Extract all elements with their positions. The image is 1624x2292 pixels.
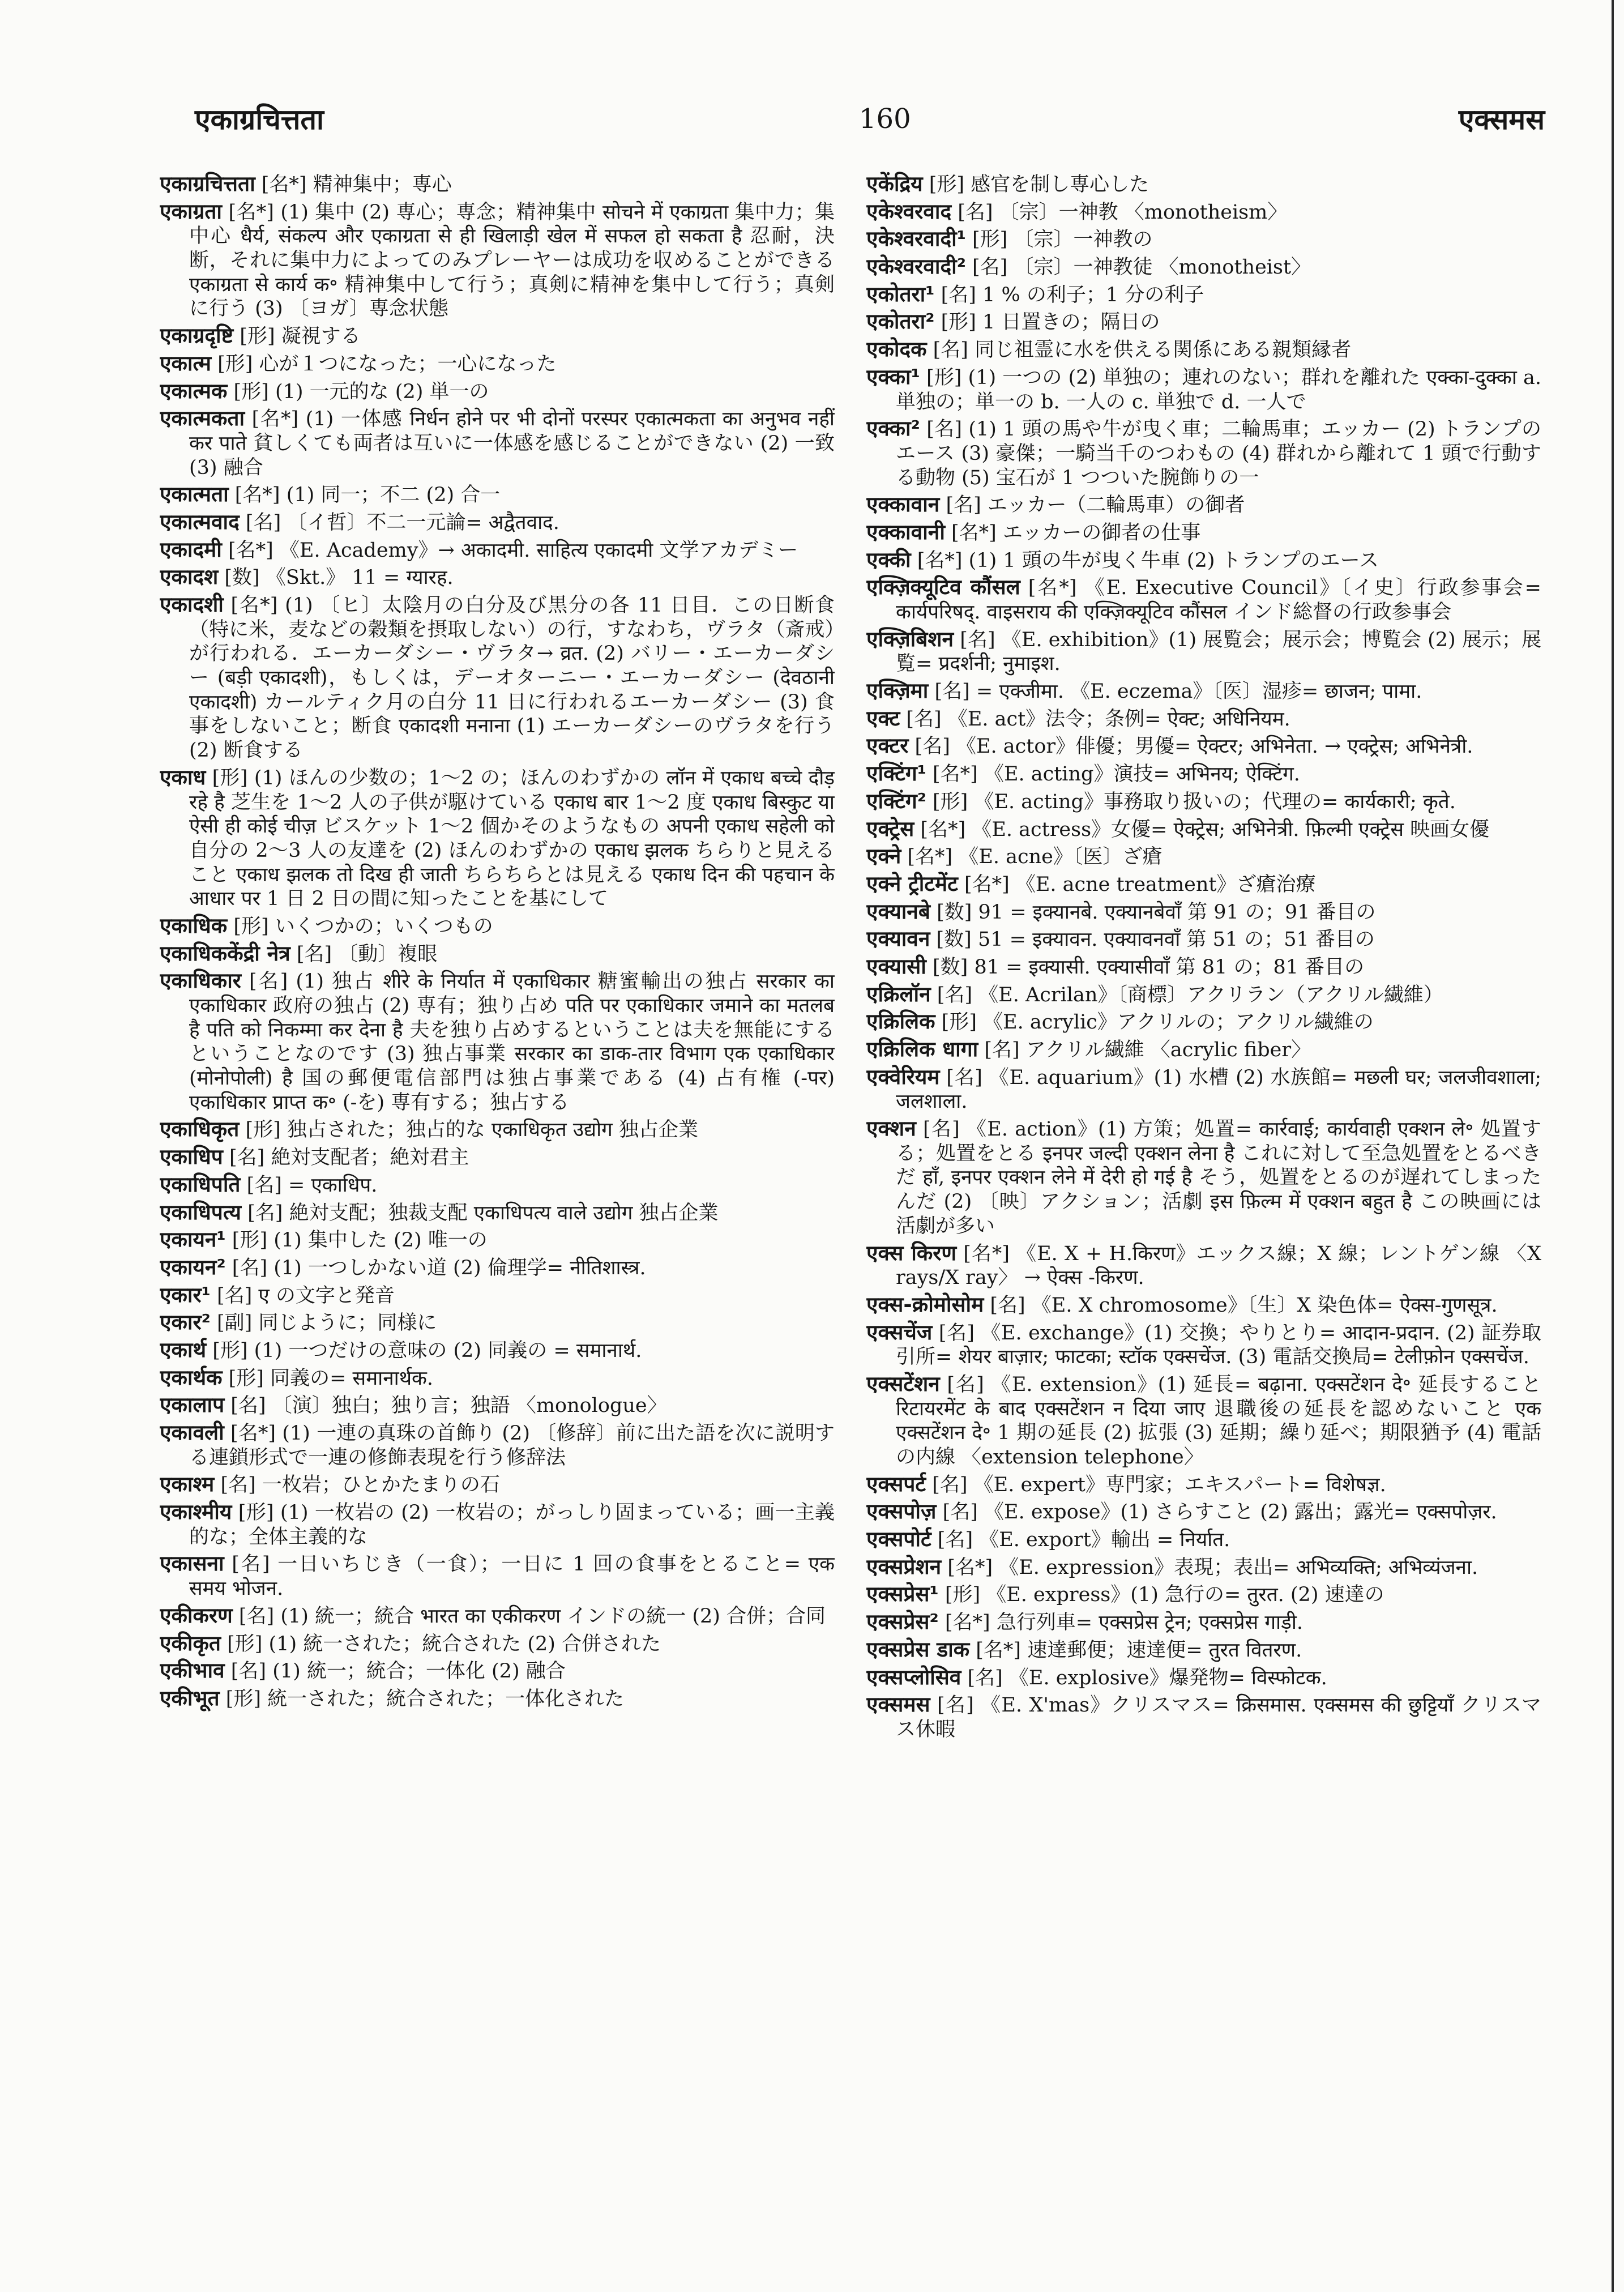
entry-definition: [形] 感官を制し専心した [922, 173, 1149, 196]
entry-headword: एक्सटेंशन [866, 1371, 940, 1396]
entry-definition: [名] 《E. X'mas》クリスマス= क्रिसमास. एक्समस की छुट्टियाँ クリスマス休暇 [896, 1694, 1541, 1741]
entry-definition: [副] 同じように；同様に [210, 1312, 437, 1335]
dictionary-entry [160, 199, 835, 321]
entry-headword: एकाग्रचित्तता [160, 172, 255, 196]
entry-headword: एकाधिपति [160, 1172, 241, 1197]
entry-definition: [名*] 《E. acting》演技= अभिनय; ऐक्टिंग. [926, 763, 1300, 786]
entry-headword: एक्रिलिक धागा [866, 1037, 978, 1061]
dictionary-entry [866, 1116, 1541, 1238]
entry-definition: [名] (1) 統一；統合；一体化 (2) 融合 [224, 1660, 566, 1683]
entry-definition: [名] 同じ祖霊に水を供える関係にある親類縁者 [926, 339, 1352, 362]
entry-headword: एक्यावन [866, 927, 930, 951]
dictionary-entry [866, 254, 1541, 280]
entry-headword: एकात्मता [160, 482, 229, 507]
entry-headword: एक्ट्रेस [866, 816, 914, 841]
entry-definition: [名*] 《E. acne treatment》ざ瘡治療 [958, 873, 1316, 896]
entry-definition: [名*] (1) 集中 (2) 専心；専念；精神集中 सोचने में एकाग्रता 集中力；集中心 धैर्य, संकल्प और एकाग्रता से ही खिलाड़ी खेल में सफल हो सकता है 忍耐，決断，それに集中力によってのみプレーヤーは成功を収めることができる एकाग्रता से कार्य क॰ 精神集中して行う；真剣に精神を集中して行う；真剣に行う (3) 〔ヨガ〕専念状態 [189, 200, 835, 321]
dictionary-entry [160, 1471, 835, 1497]
entry-definition: [名*] 《E. acne》〔医〕ざ瘡 [901, 846, 1163, 869]
dictionary-entry [866, 981, 1541, 1008]
entry-definition: [名*] (1) 同一；不二 (2) 合一 [228, 484, 501, 507]
entry-headword: एक्रिलॉन [866, 981, 931, 1006]
dictionary-entry [160, 351, 835, 377]
entry-headword: एकादश [160, 565, 219, 590]
entry-headword: एकाधिपत्य [160, 1200, 242, 1224]
entry-headword: एकावली [160, 1420, 224, 1445]
entry-definition: [名] 《E. expert》専門家；エキスパート= विशेषज्ञ. [926, 1473, 1386, 1496]
entry-definition: [名] = एकाधिप. [240, 1173, 378, 1197]
entry-definition: [形] 〔宗〕一神教の [965, 228, 1153, 251]
dictionary-entry [866, 574, 1541, 624]
entry-definition: [形] 凝視する [233, 325, 361, 348]
dictionary-entry [160, 171, 835, 197]
dictionary-entry [866, 761, 1541, 787]
dictionary-entry [866, 1499, 1541, 1525]
dictionary-entry [866, 1637, 1541, 1663]
entry-definition: [形] 《E. acting》事務取り扱いの；代理の= कार्यकारी; कृते. [926, 790, 1456, 813]
dictionary-entry [160, 1551, 835, 1600]
dictionary-entry [160, 1337, 835, 1363]
entry-headword: एक्टिंग² [866, 788, 926, 813]
entry-definition: [名] 〔イ哲〕不二一元論= अद्वैतवाद. [239, 511, 559, 534]
dictionary-entry [866, 1371, 1541, 1470]
dictionary-entry [866, 816, 1541, 842]
entry-definition: [名] (1) 独占 शीरे के निर्यात में एकाधिकार 糖蜜輸出の独占 सरकार का एकाधिकार 政府の独占 (2) 専有；独り占め पति पर एकाधिकार जमाने का मतलब है पति को निकम्मा कर देना है 夫を独り占めするということは夫を無能にするということなのです (3) 独占事業 सरकार का डाक-तार विभाग एक एकाधिकार (मोनोपोली) है 国の郵便電信部門は独占事業である (4) 占有権 (-पर) एकाधिकार प्राप्त क॰ (-を) 専有する；独占する [189, 970, 835, 1114]
entry-headword: एकादमी [160, 537, 222, 562]
dictionary-entry [160, 1172, 835, 1198]
entry-definition: [名] 〔宗〕一神教 〈monotheism〉 [951, 200, 1288, 224]
entry-headword: एकाधिक [160, 913, 228, 938]
entry-definition: [名] 絶対支配；独裁支配 एकाधिपत्य वाले उद्योग 独占企業 [241, 1201, 719, 1224]
left-column [160, 171, 835, 2131]
entry-definition: [形] 《E. acrylic》アクリルの；アクリル繊維の [935, 1011, 1374, 1034]
dictionary-entry [866, 871, 1541, 897]
dictionary-entry [160, 509, 835, 535]
entry-definition: [名] 《E. exhibition》(1) 展覧会；展示会；博覧会 (2) 展示；展覧= प्रदर्शनी; नुमाइश. [896, 628, 1541, 676]
entry-headword: एक्सप्रेस² [866, 1610, 939, 1634]
entry-definition: [形] (1) ほんの少数の；1〜2 の；ほんのわずかの लॉन में एकाध बच्चे दौड़ रहे है 芝生を 1〜2 人の子供が駆けている एकाध बार 1〜2 度 एकाध बिस्कुट या ऐसी ही कोई चीज़ ビスケット 1〜2 個かそのようなもの अपनी एकाध सहेली को 自分の 2〜3 人の友達を (2) ほんのわずかの एकाध झलक ちらりと見えること एकाध झलक तो दिख ही जाती ちらちらとは見える एकाध दिन की पहचान के आधार पर 1 日 2 日の間に知ったことを基にして [189, 766, 835, 911]
dictionary-entry [866, 281, 1541, 308]
dictionary-entry [866, 899, 1541, 925]
entry-definition: [数] 91 = इक्यानबे. एक्यानबेवाँ 第 91 の；91 番目の [930, 900, 1376, 924]
entry-definition: [形] (1) 一元的な (2) 単一の [227, 380, 489, 403]
dictionary-entry [866, 1526, 1541, 1552]
entry-headword: एकेंद्रिय [866, 172, 923, 196]
dictionary-entry [160, 1116, 835, 1142]
dictionary-entry [866, 1554, 1541, 1580]
entry-headword: एक्सप्लोसिव [866, 1664, 961, 1689]
entry-headword: एकाधिकार [160, 968, 241, 993]
entry-definition: [名] = एक्जीमा. 《E. eczema》〔医〕湿疹= छाजन; पामा. [928, 680, 1422, 703]
entry-definition: [名*] 《E. expression》表現；表出= अभिव्यक्ति; अभिव्यंजना. [941, 1556, 1478, 1579]
dictionary-entry [160, 592, 835, 763]
dictionary-entry [160, 1227, 835, 1253]
entry-headword: एक्ज़िमा [866, 678, 929, 703]
entry-definition: [名] (1) 1 頭の馬や牛が曳く車；二輪馬車；エッカー (2) トランプのエース (3) 豪傑；一騎当千のつわもの (4) 群れから離れて 1 頭で行動する動物 (5) 宝石が 1 つついた腕飾りの一 [896, 418, 1541, 489]
entry-definition: [名*] (1) 一体感 निर्धन होने पर भी दोनों परस्पर एकात्मकता का अनुभव नहीं कर पाते 貧しくても両者は互いに一体感を感じることができない (2) 一致 (3) 融合 [189, 408, 835, 479]
entry-headword: एक्कावान [866, 492, 940, 517]
entry-headword: एक्का² [866, 416, 920, 441]
entry-headword: एक्वेरियम [866, 1064, 940, 1089]
entry-headword: एकात्मक [160, 378, 228, 403]
dictionary-entry [866, 309, 1541, 335]
dictionary-entry [160, 1200, 835, 1226]
entry-headword: एकात्म [160, 351, 211, 375]
entry-headword: एक्ज़िक्यूटिव कौंसल [866, 575, 1020, 600]
entry-headword: एक्समस [866, 1692, 930, 1717]
entry-definition: [名] 《E. export》輸出 = निर्यात. [931, 1529, 1230, 1552]
entry-headword: एकार² [160, 1310, 211, 1335]
running-head-right: एक्समस [1458, 103, 1545, 136]
entry-headword: एकात्मकता [160, 406, 245, 431]
entry-headword: एक्सपर्ट [866, 1471, 926, 1496]
entry-headword: एक्सचेंज [866, 1320, 933, 1345]
dictionary-entry [160, 1603, 835, 1629]
entry-definition: [名*] エッカーの御者の仕事 [945, 521, 1201, 544]
entry-definition: [名] ए の文字と発音 [210, 1284, 395, 1307]
entry-headword: एक्यासी [866, 954, 926, 979]
dictionary-entry [866, 416, 1541, 490]
dictionary-entry [866, 171, 1541, 197]
entry-definition: [名] 《E. explosive》爆発物= विस्फोटक. [961, 1666, 1327, 1689]
dictionary-entry [160, 481, 835, 507]
entry-headword: एक्यानबे [866, 899, 930, 924]
entry-headword: एकेश्वरवाद [866, 199, 952, 224]
entry-headword: एक्ने [866, 844, 901, 869]
entry-headword: एक्सपोज़ [866, 1499, 937, 1524]
entry-headword: एक्शन [866, 1116, 916, 1141]
entry-headword: एकार्थ [160, 1337, 207, 1362]
entry-definition: [形] (1) 一つの (2) 単独の；連れのない；群れを離れた एक्का-दुक्का a. 単独の；単一の b. 一人の c. 単独で d. 一人で [896, 366, 1541, 413]
entry-headword: एकीकरण [160, 1603, 233, 1628]
dictionary-entry [160, 1144, 835, 1170]
entry-definition: [名] 《E. actor》俳優；男優= ऐक्टर; अभिनेता. → एक्ट्रेस; अभिनेत्री. [908, 735, 1473, 758]
entry-definition: [名*] 急行列車= एक्सप्रेस ट्रेन; एक्सप्रेस गाड़ी. [938, 1611, 1304, 1634]
entry-headword: एक्टर [866, 733, 909, 758]
dictionary-entry [160, 1309, 835, 1335]
dictionary-entry [866, 843, 1541, 869]
entry-headword: एक्रिलिक [866, 1009, 935, 1034]
entry-definition: [形] 統一された；統合された；一体化された [219, 1687, 625, 1710]
entry-definition: [形] 独占された；独占的な एकाधिकृत उद्योग 独占企業 [239, 1119, 698, 1142]
dictionary-entry [866, 788, 1541, 814]
entry-headword: एक्टिंग¹ [866, 761, 926, 786]
entry-headword: एकाग्रता [160, 199, 223, 224]
dictionary-entry [160, 1420, 835, 1470]
entry-headword: एकार¹ [160, 1282, 211, 1307]
entry-definition: [名] 〔動〕複眼 [290, 942, 438, 966]
entry-definition: [名] 《E. action》(1) 方策；処置= कार्रवाई; कार्यवाही एक्शन ले॰ 処置する；処置をとる इनपर जल्दी एक्शन लेना है これに対して至急処置をとるべきだ हाँ, इनपर एक्शन लेने में देरी हो गई है そう，処置をとるのが遅れてしまったんだ (2) 〔映〕アクション；活劇 इस फ़िल्म में एक्शन बहुत है この映画には活劇が多い [896, 1118, 1541, 1237]
dictionary-entry [866, 626, 1541, 676]
entry-definition: [名] 〔宗〕一神教徒 〈monotheist〉 [965, 256, 1311, 279]
dictionary-entry [866, 336, 1541, 362]
entry-definition: [名] (1) 統一；統合 भारत का एकीकरण インドの統一 (2) 合併；合同 [232, 1604, 826, 1628]
dictionary-entry [160, 406, 835, 480]
entry-headword: एकोतरा² [866, 309, 935, 334]
entry-definition: [数] 81 = इक्यासी. एक्यासीवाँ 第 81 の；81 番目の [926, 955, 1365, 979]
dictionary-entry [866, 1036, 1541, 1062]
entry-headword: एकोदक [866, 337, 927, 362]
entry-definition: [名] 《E. X chromosome》〔生〕X 染色体= ऐक्स-गुणसूत्र. [984, 1294, 1498, 1317]
entry-definition: [名] 絶対支配者；絶対君主 [223, 1146, 469, 1170]
dictionary-entry [160, 1685, 835, 1711]
dictionary-entry [160, 1282, 835, 1308]
entry-definition: [名*] (1) 〔ヒ〕太陰月の白分及び黒分の各 11 日目．この日断食（特に米，麦などの穀類を摂取しない）の行，すなわち，ヴラタ（斎戒）が行われる．エーカーダシー・ヴラタ→ व्रत. (2) バリー・エーカーダシー (बड़ी एकादशी)，もしくは，デーオターニー・エーカーダシー (देवठानी एकादशी) カールティク月の白分 11 日に行われるエーカーダシー (3) 食事をしないこと；断食 एकादशी मनाना (1) エーカーダシーのヴラタを行う (2) 断食する [189, 594, 835, 762]
entry-definition: [名] (1) 一つしかない道 (2) 倫理学= नीतिशास्त्र. [225, 1256, 646, 1279]
dictionary-entry [866, 1609, 1541, 1635]
entry-headword: एकीभाव [160, 1658, 225, 1683]
entry-definition: [形] (1) 統一された；統合された (2) 合併された [220, 1632, 661, 1655]
page-edge-line [1612, 0, 1614, 2292]
entry-definition: [名] 《E. aquarium》(1) 水槽 (2) 水族館= मछली घर; जलजीवशाला; जलशाला. [896, 1066, 1541, 1113]
dictionary-entry [866, 678, 1541, 704]
dictionary-entry [160, 1631, 835, 1657]
entry-headword: एकायन¹ [160, 1227, 226, 1252]
entry-headword: एकासना [160, 1551, 224, 1576]
dictionary-entry [160, 1658, 835, 1684]
entry-definition: [形] (1) 一枚岩の (2) 一枚岩の；がっしり固まっている；画一主義的な；全体主義的な [189, 1501, 835, 1548]
dictionary-entry [160, 913, 835, 939]
entry-headword: एक्ने ट्रीटमेंट [866, 871, 958, 896]
entry-definition: [名] 1 % の利子；1 分の利子 [934, 283, 1204, 306]
entry-headword: एकाधिककेंद्री नेत्र [160, 941, 290, 966]
entry-headword: एकीकृत [160, 1631, 221, 1655]
right-column [866, 171, 1541, 2114]
entry-definition: [形] 《E. express》(1) 急行の= तुरत. (2) 速達の [938, 1584, 1384, 1607]
dictionary-entry [160, 941, 835, 967]
entry-headword: एकार्थक [160, 1365, 223, 1390]
entry-definition: [名*] 《E. actress》女優= ऐक्ट्रेस; अभिनेत्री. फ़िल्मी एक्ट्रेस 映画女優 [914, 818, 1490, 841]
dictionary-entry [866, 706, 1541, 732]
entry-definition: [名] 〔演〕独白；独り言；独語 〈monologue〉 [224, 1394, 667, 1418]
entry-definition: [名*] 《E. Academy》→ अकादमी. साहित्य एकादमी 文学アカデミー [221, 539, 798, 562]
entry-definition: [数] 51 = इक्यावन. एक्यावनवाँ 第 51 の；51 番目の [930, 928, 1375, 951]
entry-headword: एकालाप [160, 1393, 225, 1418]
entry-headword: एक्का¹ [866, 364, 920, 389]
dictionary-entry [160, 1392, 835, 1418]
entry-definition: [形] (1) 集中した (2) 唯一の [225, 1229, 488, 1252]
dictionary-entry [160, 765, 835, 911]
entry-definition: [名*] 速達郵便；速達便= तुरत वितरण. [969, 1638, 1302, 1662]
entry-definition: [形] 心が１つになった；一心になった [211, 352, 557, 375]
dictionary-entry [866, 733, 1541, 759]
dictionary-entry [866, 1064, 1541, 1114]
dictionary-entry [866, 1320, 1541, 1369]
entry-headword: एकीभूत [160, 1685, 220, 1710]
entry-headword: एक्सप्रेस डाक [866, 1637, 970, 1662]
entry-definition: [名] 《E. expose》(1) さらすこと (2) 露出；露光= एक्सपोज़र. [936, 1501, 1497, 1524]
dictionary-entry [866, 954, 1541, 980]
dictionary-entry [866, 199, 1541, 225]
dictionary-entry [866, 1009, 1541, 1035]
entry-definition: [数] 《Skt.》 11 = ग्यारह. [218, 566, 454, 590]
entry-definition: [形] 1 日置きの；隔日の [934, 311, 1160, 334]
entry-headword: एकेश्वरवादी¹ [866, 227, 966, 251]
entry-definition: [名*] 《E. X + H.किरण》エックス線；X 線；レントゲン線 〈X rays/X ray〉 → ऐक्स -किरण. [896, 1242, 1541, 1290]
dictionary-entry [160, 378, 835, 404]
dictionary-entry [866, 926, 1541, 952]
dictionary-entry [160, 968, 835, 1115]
entry-definition: [名*] 精神集中；専心 [255, 173, 452, 196]
page-number: 160 [859, 103, 911, 135]
entry-headword: एकाश्म [160, 1472, 215, 1497]
entry-definition: [名*] (1) 一連の真珠の首飾り (2) 〔修辞〕前に出た語を次に説明する連鎖形式で一連の修飾表現を行う修辞法 [189, 1422, 835, 1469]
dictionary-entry [866, 1240, 1541, 1290]
entry-definition: [名] エッカー（二輪馬車）の御者 [939, 494, 1245, 517]
dictionary-entry [160, 1254, 835, 1281]
dictionary-entry [866, 547, 1541, 573]
entry-headword: एकेश्वरवादी² [866, 254, 966, 279]
entry-headword: एकायन² [160, 1254, 226, 1279]
entry-definition: [形] いくつかの；いくつもの [227, 915, 493, 938]
dictionary-entry [160, 564, 835, 590]
entry-definition: [名] 《E. act》法令；条例= ऐक्ट; अधिनियम. [900, 707, 1290, 731]
entry-headword: एक्सप्रेस¹ [866, 1582, 939, 1607]
entry-definition: [名] 一枚岩；ひとかたまりの石 [214, 1474, 500, 1497]
dictionary-entry [866, 519, 1541, 545]
dictionary-entry [866, 364, 1541, 414]
entry-headword: एकात्मवाद [160, 509, 240, 534]
dictionary-entry [866, 1471, 1541, 1497]
entry-definition: [名] 《E. Acrilan》〔商標〕アクリラン（アクリル繊維） [930, 983, 1443, 1006]
entry-headword: एकाधिप [160, 1145, 223, 1170]
entry-definition: [名] アクリル繊維 〈acrylic fiber〉 [978, 1039, 1311, 1061]
entry-definition: [名*] (1) 1 頭の牛が曳く牛車 (2) トランプのエース [911, 549, 1379, 572]
dictionary-entry [160, 1365, 835, 1391]
entry-headword: एक्सपोर्ट [866, 1527, 931, 1552]
dictionary-entry [866, 1664, 1541, 1691]
entry-headword: एकोतरा¹ [866, 281, 935, 306]
entry-headword: एक्स-क्रोमोसोम [866, 1292, 984, 1317]
entry-headword: एक्की [866, 547, 911, 572]
entry-headword: एकादशी [160, 592, 224, 617]
entry-headword: एकाध [160, 765, 206, 789]
entry-definition: [名] 《E. exchange》(1) 交換；やりとり= आदान-प्रदान. (2) 証券取引所= शेयर बाज़ार; फाटका; स्टॉक एक्सचेंज. (3) 電話交換局= टेलीफ़ोन एक्सचेंज. [896, 1321, 1541, 1369]
entry-headword: एक्स किरण [866, 1240, 957, 1265]
running-head-left: एकाग्रचित्तता [195, 103, 324, 136]
entry-headword: एक्कावानी [866, 519, 945, 544]
dictionary-entry [160, 537, 835, 563]
entry-headword: एकाधिकृत [160, 1117, 240, 1142]
entry-headword: एक्ज़िबिशन [866, 626, 954, 651]
dictionary-entry [866, 492, 1541, 518]
entry-definition: [名] 一日いちじき（一食）；一日に 1 回の食事をとること= एक समय भोजन. [189, 1553, 835, 1600]
entry-headword: एक्सप्रेशन [866, 1554, 942, 1579]
entry-headword: एकाग्रदृष्टि [160, 323, 234, 348]
entry-definition: [形] 同義の= समानार्थक. [222, 1367, 434, 1390]
entry-headword: एकाश्मीय [160, 1500, 232, 1525]
entry-definition: [形] (1) 一つだけの意味の (2) 同義の = समानार्थ. [206, 1339, 642, 1362]
dictionary-entry [866, 1292, 1541, 1318]
entry-headword: एक्ट [866, 706, 900, 731]
dictionary-entry [866, 1692, 1541, 1742]
dictionary-entry [866, 1581, 1541, 1607]
dictionary-entry [160, 1499, 835, 1549]
entry-definition: [名] 《E. extension》(1) 延長= बढ़ाना. एक्सटेंशन दे॰ 延長すること रिटायरमेंट के बाद एक्सटेंशन न दिया जाए 退職後の延長を認めないこと एक एक्सटेंशन दे॰ 1 期の延長 (2) 拡張 (3) 延期；繰り延べ；期限猶予 (4) 電話の内線 〈extension telephone〉 [896, 1373, 1541, 1469]
entry-definition: [名*] 《E. Executive Council》〔イ史〕行政参事会= कार्यपरिषद्. वाइसराय की एक्ज़िक्यूटिव कौंसल インド総督の行政参事会 [896, 577, 1541, 624]
dictionary-entry [866, 226, 1541, 252]
dictionary-entry [160, 323, 835, 349]
